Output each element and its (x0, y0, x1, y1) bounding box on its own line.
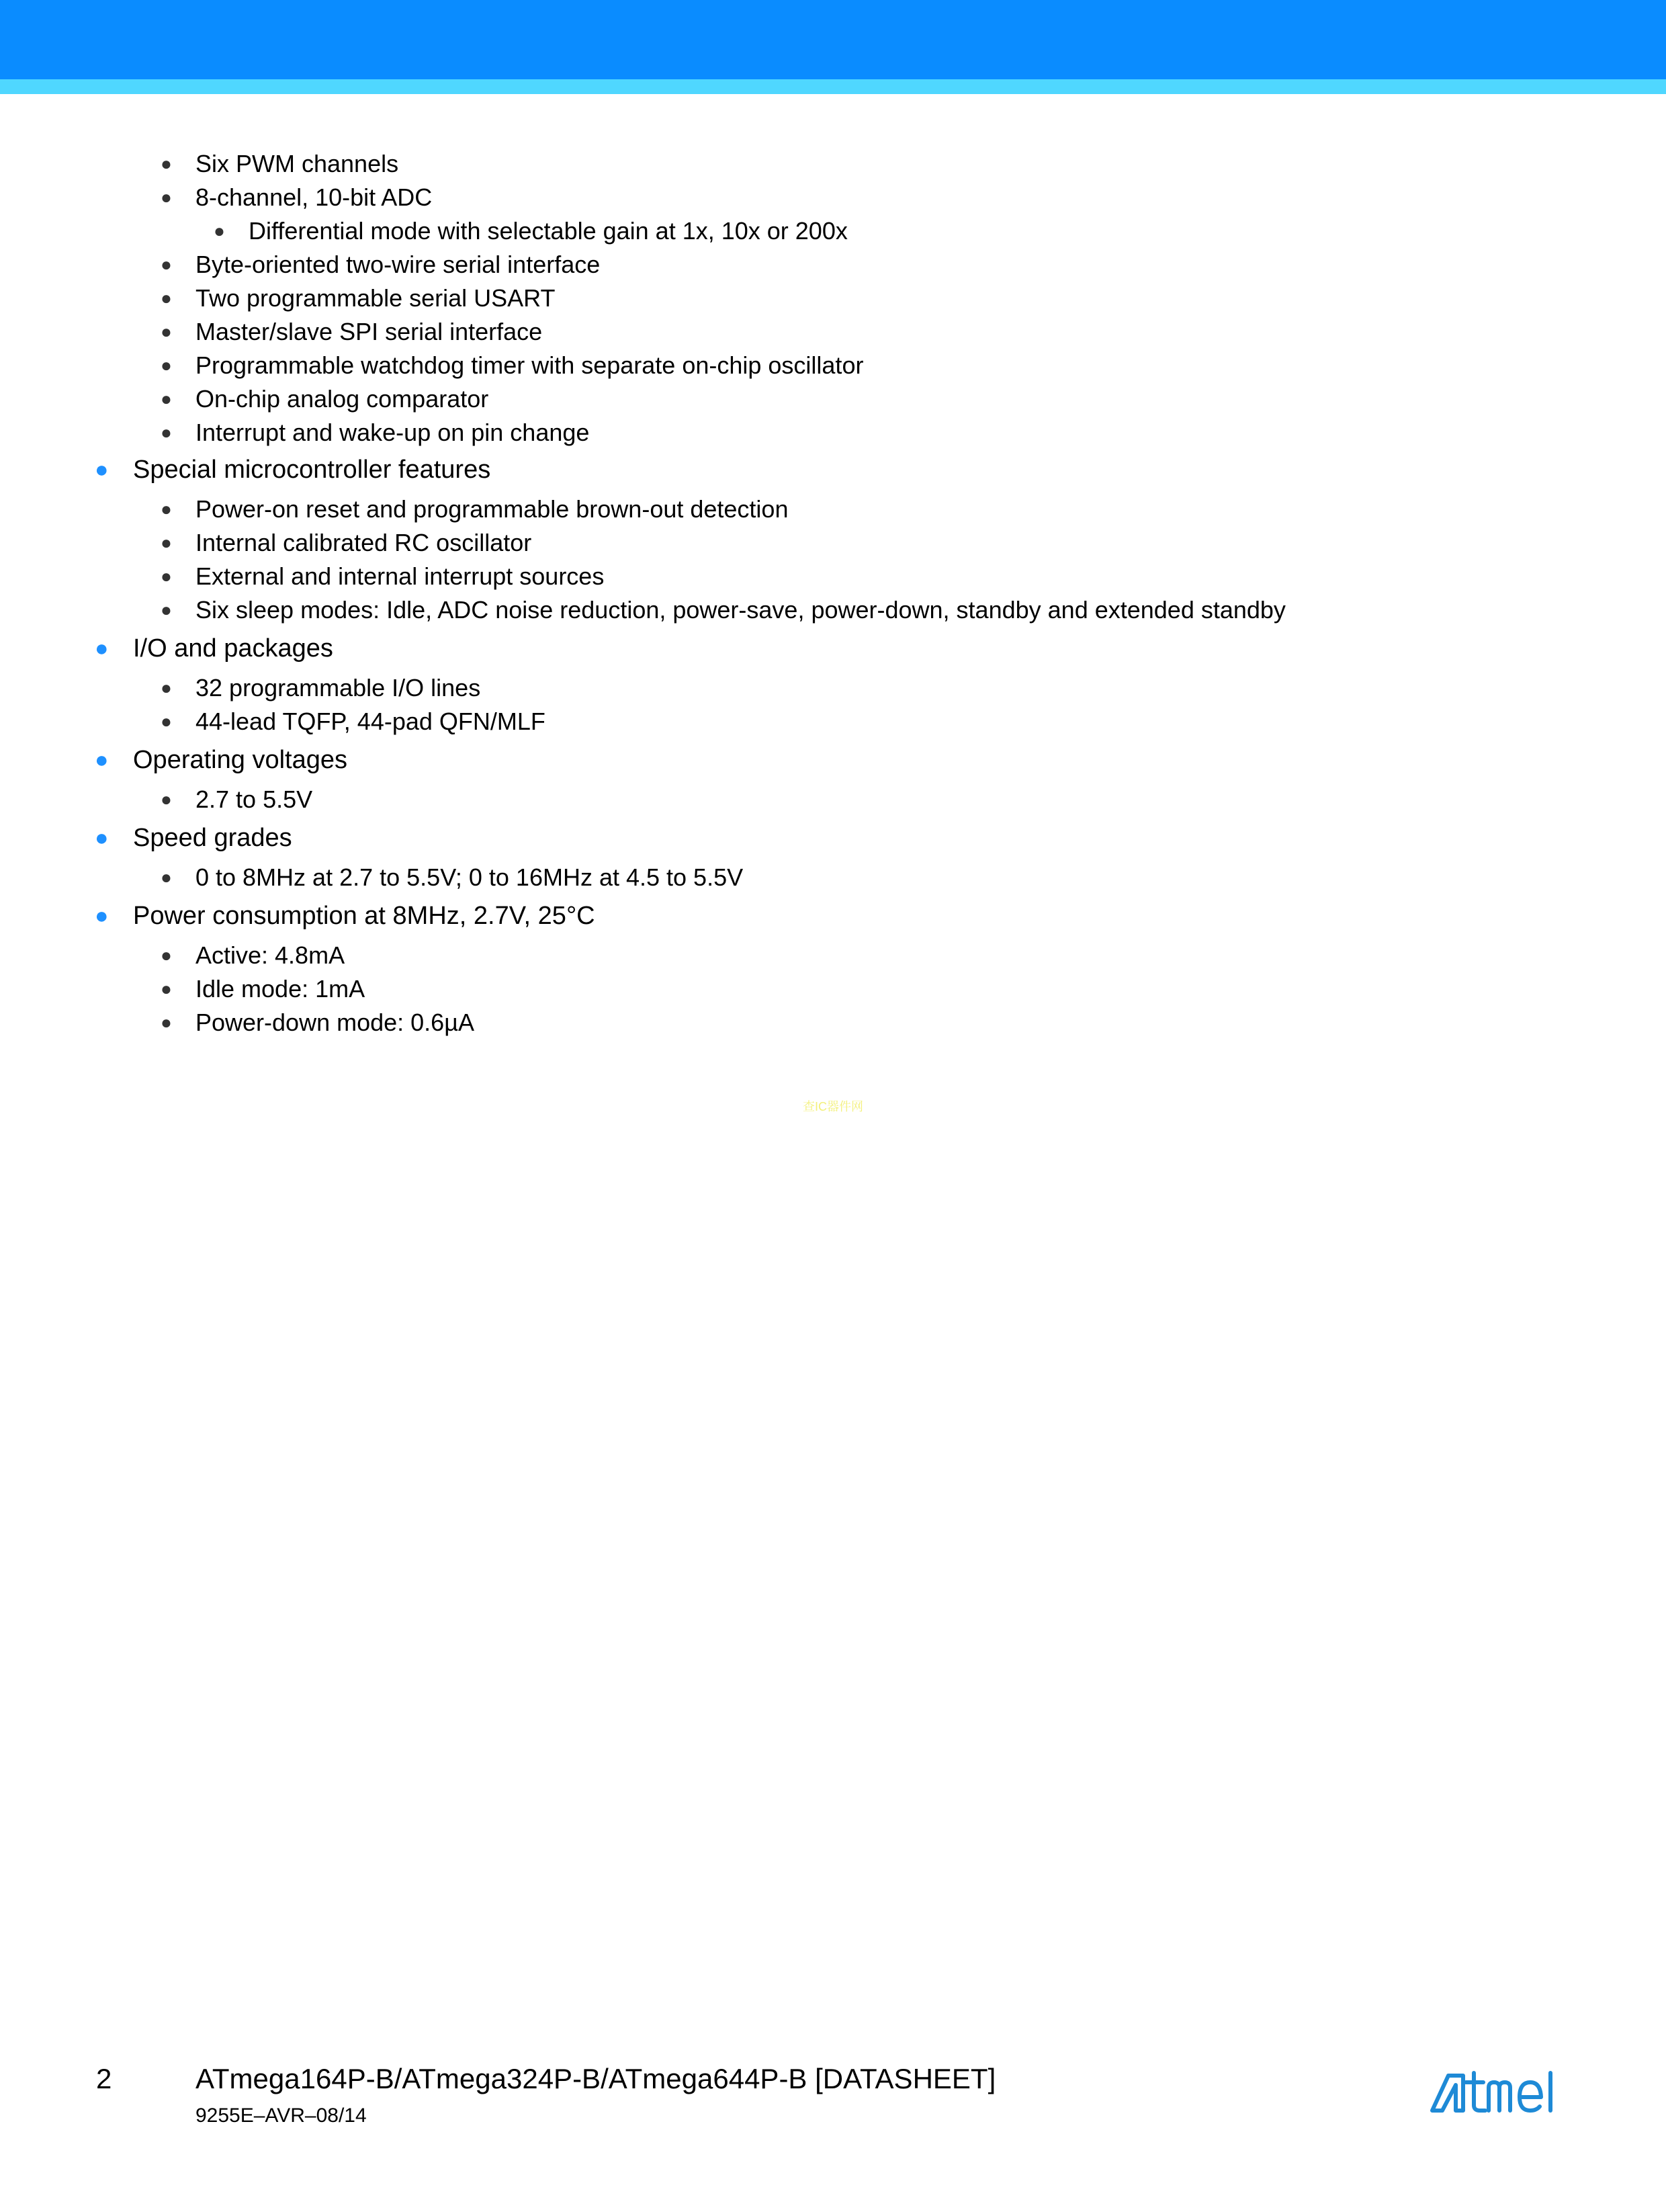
bullet-icon: ● (161, 153, 172, 174)
list-item-text: Byte-oriented two-wire serial interface (195, 251, 601, 278)
list-item (161, 674, 481, 702)
bullet-icon: ● (161, 499, 172, 519)
section-heading (95, 823, 292, 853)
list-item-text: Master/slave SPI serial interface (195, 318, 543, 345)
section-heading (95, 634, 333, 663)
list-item (161, 1009, 474, 1037)
header-band (0, 0, 1666, 79)
list-item (161, 183, 433, 212)
list-item-text: 44-lead TQFP, 44-pad QFN/MLF (195, 708, 545, 735)
list-item-text: 8-channel, 10-bit ADC (195, 183, 433, 211)
list-item (161, 150, 399, 178)
section-heading-text: Operating voltages (133, 746, 347, 774)
section-heading-text: I/O and packages (133, 634, 333, 663)
header-stripe (0, 79, 1666, 94)
list-item (161, 495, 789, 523)
list-item-text: Six PWM channels (195, 150, 399, 177)
bullet-icon: ● (95, 636, 109, 661)
list-item-text: External and internal interrupt sources (195, 562, 605, 590)
bullet-icon: ● (161, 867, 172, 888)
list-item-text: Six sleep modes: Idle, ADC noise reduction, power-save, power-down, standby and extended standby (195, 596, 1286, 624)
section-heading (95, 745, 347, 775)
list-item (161, 529, 532, 557)
bullet-icon: ● (161, 566, 172, 587)
list-item (161, 975, 365, 1003)
bullet-icon: ● (161, 321, 172, 342)
list-item-text: Differential mode with selectable gain at 1x, 10x or 200x (249, 217, 848, 245)
list-item (161, 785, 313, 814)
list-item (161, 941, 345, 970)
list-item (161, 385, 489, 413)
watermark-text: 查IC器件网 (803, 1100, 863, 1113)
section-heading-text: Power consumption at 8MHz, 2.7V, 25°C (133, 902, 595, 930)
bullet-icon: ● (161, 422, 172, 443)
bullet-icon: ● (161, 254, 172, 275)
list-item-text: 2.7 to 5.5V (195, 785, 313, 813)
page-number: 2 (96, 2063, 112, 2094)
list-item-text: Two programmable serial USART (195, 284, 556, 312)
bullet-icon: ● (95, 903, 109, 929)
list-item (161, 351, 864, 380)
atmel-logo (1424, 2066, 1572, 2119)
list-item (161, 251, 601, 279)
bullet-icon: ● (161, 532, 172, 553)
list-item (161, 562, 605, 591)
bullet-icon: ● (161, 789, 172, 810)
list-item-text: Power-on reset and programmable brown-out detection (195, 495, 789, 523)
list-item-text: 0 to 8MHz at 2.7 to 5.5V; 0 to 16MHz at 4.5 to 5.5V (195, 863, 744, 891)
list-item (161, 708, 545, 736)
bullet-icon: ● (161, 355, 172, 376)
bullet-icon: ● (161, 945, 172, 966)
document-title: ATmega164P-B/ATmega324P-B/ATmega644P-B [DATASHEET] (195, 2063, 996, 2094)
bullet-icon: ● (161, 187, 172, 208)
list-item (214, 217, 848, 245)
bullet-icon: ● (161, 288, 172, 308)
bullet-icon: ● (214, 220, 225, 241)
bullet-icon: ● (161, 1012, 172, 1033)
list-item-text: 32 programmable I/O lines (195, 674, 481, 701)
bullet-icon: ● (161, 978, 172, 999)
list-item (161, 419, 590, 447)
list-item-text: Active: 4.8mA (195, 941, 345, 969)
list-item-text: On-chip analog comparator (195, 385, 489, 413)
section-heading (95, 901, 595, 931)
list-item (161, 863, 744, 892)
section-heading-text: Special microcontroller features (133, 456, 491, 484)
section-heading-text: Speed grades (133, 824, 292, 852)
list-item-text: Interrupt and wake-up on pin change (195, 419, 590, 446)
bullet-icon: ● (95, 825, 109, 851)
list-item-text: Idle mode: 1mA (195, 975, 365, 1003)
list-item-text: Internal calibrated RC oscillator (195, 529, 532, 556)
list-item (161, 284, 556, 312)
list-item-text: Programmable watchdog timer with separate on-chip oscillator (195, 351, 864, 379)
bullet-icon: ● (161, 388, 172, 409)
section-heading (95, 455, 491, 484)
list-item-text: Power-down mode: 0.6µA (195, 1009, 474, 1036)
list-item (161, 318, 543, 346)
list-item (161, 596, 1286, 624)
bullet-icon: ● (161, 599, 172, 620)
bullet-icon: ● (95, 457, 109, 482)
bullet-icon: ● (161, 677, 172, 698)
bullet-icon: ● (95, 747, 109, 773)
document-code: 9255E–AVR–08/14 (195, 2104, 367, 2127)
bullet-icon: ● (161, 711, 172, 732)
